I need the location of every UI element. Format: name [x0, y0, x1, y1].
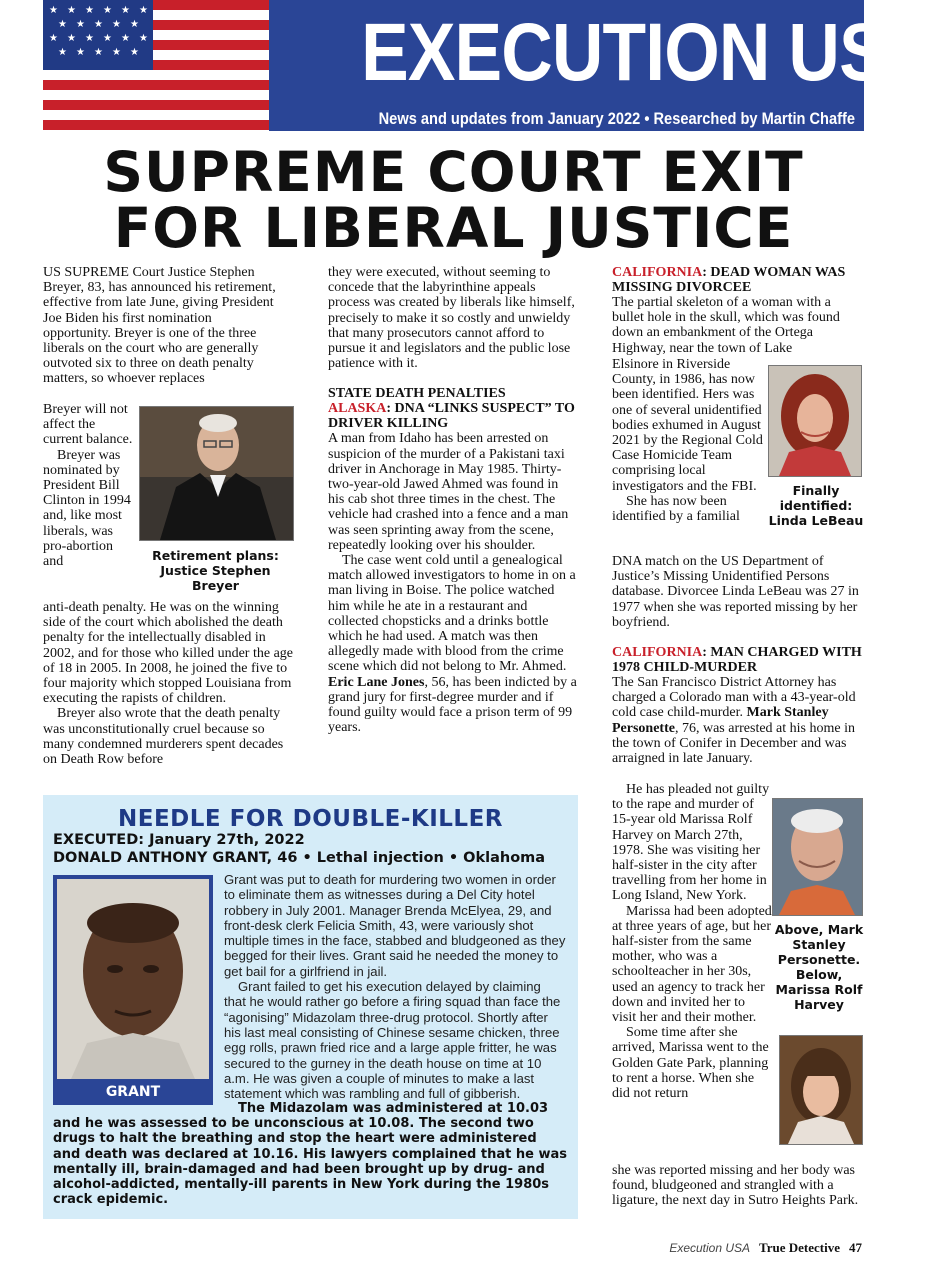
grant-photo: [57, 879, 209, 1079]
personette-photo: [772, 798, 863, 916]
col3-story2-top: [612, 645, 862, 766]
col3-story1-paragraph-1: The partial skeleton of a woman with a bullet hole in the skull, which was found down an embankment of the Ortega Highway, near the town of Lake: [612, 295, 840, 356]
col2-paragraph-3: The case went cold until a genealogical match allowed investigators to home in on a man living in Boise. The police watched him while he ate in a restaurant and collected chopsticks and a drinks bottle which he had used. A match was then allegedly made with blood from the crime scene which did not belong to Mr. Ahmed. Eric Lane Jones, 56, has been indicted by a grand jury for first-degree murder and if found guilty would face a prison term of 99 years.: [328, 553, 577, 736]
col3-story1-top: [612, 265, 862, 356]
breyer-caption: Retirement plans: Justice Stephen Breyer: [152, 548, 279, 593]
page-footer: [600, 1240, 862, 1256]
col2-paragraph-1: they were executed, without seeming to concede that the labyrinthine appeals process was created by liberals like himself, precisely to make it so costly and unwieldy that many prosecutors cannot afford to pursue it and legislators and the public lose patience with it.: [328, 265, 575, 372]
box-bold-paragraph: The Midazolam was administered at 10.03 and he was assessed to be unconscious at 10.08. The second two drugs to halt the breathing and stop the heart were administered and death was declared at 10.16. His lawyers complained that he was mentally ill, brain-damaged and had been brought up by drug- and alcohol-addicted, mentally-ill parents in New York during the 1980s crack epidemic.: [53, 1101, 567, 1208]
headline-line-1: SUPREME COURT EXIT: [103, 140, 804, 204]
personette-harvey-caption: Above, Mark Stanley Personette. Below, Marissa Rolf Harvey: [774, 922, 864, 1012]
col3-story2-wrap: [612, 782, 772, 1101]
col3-story2-heading: CALIFORNIA: MAN CHARGED WITH 1978 CHILD-MURDER: [612, 645, 862, 675]
col2-section-heading: STATE DEATH PENALTIES: [328, 386, 506, 402]
col1-paragraph-1: US SUPREME Court Justice Stephen Breyer, 83, has announced his retirement, effective from late June, giving President Joe Biden his first nomination opportunity. Breyer is one of the three liberals on the court who are generally outvoted six to three on death penalty matters, so whoever replaces: [43, 265, 276, 387]
col3-story2-paragraph-4-start: Some time after she arrived, Marissa went to the Golden Gate Park, planning to rent a horse. When she did not return: [612, 1025, 769, 1102]
col2-text: [328, 265, 578, 735]
col1-paragraph-1-end: Breyer will not affect the current balance.: [43, 402, 133, 448]
box-executed-date: EXECUTED: January 27th, 2022: [53, 832, 305, 848]
footer-section: Execution USA: [669, 1241, 751, 1255]
headline-line-2: FOR LIBERAL JUSTICE: [113, 196, 794, 260]
col1-paragraph-2-start: Breyer was nominated by President Bill Clinton in 1994 and, like most liberals, was pro-abortion and: [43, 447, 131, 570]
col3-story2-paragraph-3: Marissa had been adopted at three years of age, but her half-sister from the same mother, who was a schoolteacher in her 30s, used an agency to track her down and invited her to visit her and their mother.: [612, 903, 772, 1026]
page-number: 47: [849, 1240, 862, 1255]
footer-magazine: True Detective: [759, 1240, 840, 1255]
lebeau-caption: Finally identified: Linda LeBeau: [768, 483, 864, 528]
col3-story1-heading: CALIFORNIA: DEAD WOMAN WAS MISSING DIVORCEE: [612, 265, 846, 295]
col3-story1-paragraph-1-end: Elsinore in Riverside County, in 1986, has now been identified. Hers was one of several unidentified bodies exhumed in August 2021 by the Regional Cold Case Homicide Team comprising local investigators and the FBI.: [612, 357, 763, 494]
col3-story2-paragraph-2: He has pleaded not guilty to the rape and murder of 15-year old Marissa Rolf Harvey on March 27th, 1978. She was visiting her half-sister in the city after travelling from her home in Long Island, New York.: [612, 782, 770, 904]
col1-intro: [43, 265, 283, 387]
box-title: NEEDLE FOR DOUBLE-KILLER: [118, 806, 503, 832]
col2-paragraph-2: A man from Idaho has been arrested on suspicion of the murder of a Pakistani taxi driver in Anchorage in May 1985. Thirty-two-year-old Jawed Ahmed was found in his cab shot three times in the chest. The vehicle had crashed into a fence and a man was seen sprinting away from the scene, repeatedly looking over his shoulder.: [328, 431, 569, 553]
accused-name: Mark Stanley Personette: [612, 705, 829, 736]
header-banner: [43, 0, 936, 131]
grant-photo-frame: [53, 875, 213, 1105]
box-text: [224, 872, 566, 1101]
col3-story1-paragraph-2-end: DNA match on the US Department of Justice’s Missing Unidentified Persons database. Divorcee Linda LeBeau was 27 in 1977 when she was reported missing by her boyfriend.: [612, 554, 859, 630]
col3-story2-end: [612, 1163, 862, 1209]
col1-bottom: [43, 600, 293, 767]
section-title: EXECUTION USA: [361, 7, 936, 98]
harvey-photo: [779, 1035, 863, 1145]
col3-story2-paragraph-4-end: she was reported missing and her body was found, bludgeoned and strangled with a ligature, the next day in Sutro Heights Park.: [612, 1163, 859, 1209]
execution-box: [43, 795, 578, 1219]
col2-state: ALASKA: [328, 401, 387, 417]
col1-paragraph-2-end: anti-death penalty. He was on the winning side of the court which abolished the death penalty for the intellectually disabled in 2002, and for those who killed under the age of 18 in 2005. In 2008, he joined the five to four majority which stopped Louisiana from executing the rapists of children.: [43, 600, 293, 707]
us-flag-image: ★ ★ ★ ★ ★ ★ ★ ★ ★ ★ ★ ★ ★ ★ ★ ★ ★ ★ ★ ★ ★ ★: [43, 0, 269, 131]
box-paragraph-1: Grant was put to death for murdering two women in order to eliminate them as witnesses during a Del City hotel robbery in July 2001. Manager Brenda McElyea, 29, and front-desk clerk Felicia Smith, 43, were variously shot multiple times in the face, stabbed and bludgeoned as they begged for their lives. Grant said he needed the money to get bail for a girlfriend in jail.: [224, 872, 566, 979]
col3-story1-end: [612, 554, 862, 630]
col3-story1-paragraph-2-start: She has now been identified by a familial: [612, 493, 740, 525]
col2-story-heading: ALASKA: DNA “LINKS SUSPECT” TO DRIVER KILLING: [328, 401, 575, 432]
section-subtitle: News and updates from January 2022 • Researched by Martin Chaffe: [378, 109, 855, 128]
col1-paragraph-3: Breyer also wrote that the death penalty was unconstitutionally cruel because so many condemned murderers spent decades on Death Row before: [43, 706, 284, 768]
suspect-name: Eric Lane Jones: [328, 674, 425, 690]
col1-wrap-text: [43, 402, 133, 569]
box-inmate-details: DONALD ANTHONY GRANT, 46 • Lethal injection • Oklahoma: [53, 850, 546, 866]
box-paragraph-2: Grant failed to get his execution delayed by claiming that he would rather go before a firing squad than face the “agonising” Midazolam three-drug protocol. Shortly after his last meal consisting of Chinese sesame chicken, three egg rolls, prawn fried rice and a large apple fritter, he was secured to the gurney in the death house on time at 10 a.m. He was given a couple of minutes to make a last statement which was rambling and full of gibberish.: [224, 979, 561, 1102]
col3-story1-wrap: [612, 357, 764, 524]
breyer-photo: [139, 406, 294, 541]
lebeau-photo: [768, 365, 862, 477]
col3-story2-paragraph-1: The San Francisco District Attorney has charged a Colorado man with a 43-year-old cold case child-murder. Mark Stanley Personette, 76, was arrested at his home in the town of Conifer in December and was arraigned in late January.: [612, 675, 856, 767]
grant-photo-label: GRANT: [105, 1084, 161, 1100]
